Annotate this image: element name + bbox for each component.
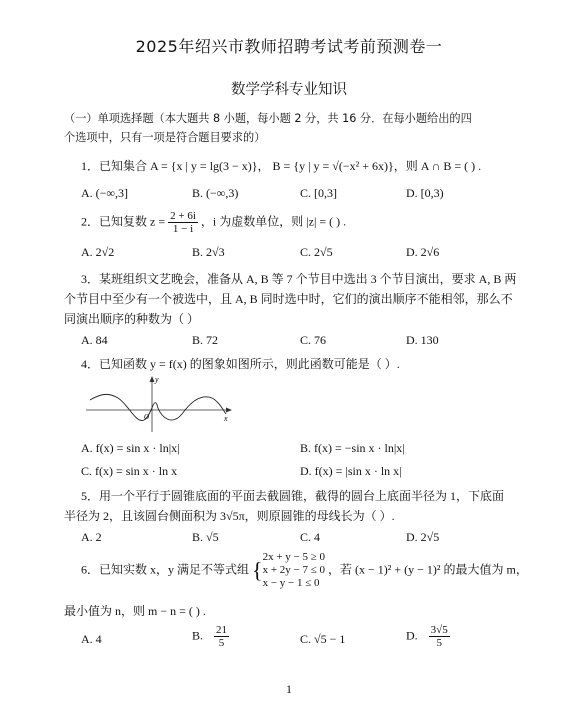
question-3-option-c: C. 76 xyxy=(300,333,327,347)
question-1-text: 1．已知集合 A = {x | y = lg(3 − x)}， B = {y | y = √(−x² + 6x)}，则 A ∩ B = ( ) . xyxy=(81,159,482,173)
question-3-option-d: D. 130 xyxy=(406,333,439,347)
question-5-line1: 5．用一个平行于圆锥底面的平面去截圆锥，截得的圆台上底面半径为 1，下底面 xyxy=(81,489,505,503)
question-6-option-d-label: D. xyxy=(406,628,418,643)
question-2-option-d: D. 2√6 xyxy=(406,245,440,259)
section-heading-line1: （一）单项选择题（本大题共 8 小题，每小题 2 分，共 16 分．在每小题给出的四 xyxy=(64,112,472,125)
question-2-option-c: C. 2√5 xyxy=(300,245,333,259)
question-6-option-b-numerator: 21 xyxy=(216,624,228,636)
inequality-3: x − y − 1 ≤ 0 xyxy=(262,577,320,589)
question-3-line1: 3．某班组织文艺晚会，准备从 A, B 等 7 个节目中选出 3 个节目演出，要求 A, B 两 xyxy=(81,272,517,286)
question-5-line2: 半径为 2，且该圆台侧面积为 3√5π，则原圆锥的母线长为（ ）. xyxy=(64,509,395,523)
question-1-option-a: A. (−∞,3] xyxy=(81,186,128,200)
inequality-system xyxy=(263,551,325,590)
section-heading-line2: 个选项中，只有一项是符合题目要求的） xyxy=(64,131,266,144)
inequality-1: 2x + y − 5 ≥ 0 xyxy=(262,551,326,563)
inequality-2: x + 2y − 7 ≤ 0 xyxy=(262,564,326,576)
question-6-option-b-label: B. xyxy=(192,628,204,643)
question-6-option-c: C. √5 − 1 xyxy=(300,632,346,646)
question-6-option-b-fraction xyxy=(214,624,229,649)
question-3-line3: 同演出顺序的种数为（ ） xyxy=(64,312,200,326)
question-4-option-c: C. f(x) = sin x · ln x xyxy=(81,464,178,478)
question-2-text xyxy=(81,210,346,235)
graph-origin-label: O xyxy=(144,413,150,421)
question-6-prefix: 6．已知实数 x，y 满足不等式组 xyxy=(81,562,250,577)
question-1-option-b: B. (−∞,3) xyxy=(192,186,239,200)
question-1-option-c: C. [0,3] xyxy=(300,186,337,200)
question-1-option-d: D. [0,3) xyxy=(406,186,444,200)
question-6-text xyxy=(81,551,528,590)
question-6-option-b-denominator: 5 xyxy=(218,637,225,649)
question-2-prefix: 2．已知复数 z = xyxy=(81,214,166,229)
graph-x-label: x xyxy=(224,414,228,423)
system-brace-icon: { xyxy=(252,557,263,583)
question-6-option-d-numerator: 3√5 xyxy=(430,624,448,636)
question-6-option-b xyxy=(192,624,229,649)
question-6-option-d xyxy=(406,624,450,649)
question-4-option-a: A. f(x) = sin x · ln|x| xyxy=(81,441,180,455)
question-2-option-a: A. 2√2 xyxy=(81,245,115,259)
question-6-option-a: A. 4 xyxy=(81,632,102,646)
question-5-option-b: B. √5 xyxy=(192,530,219,544)
question-3-option-b: B. 72 xyxy=(192,333,219,347)
x-axis-arrow-icon xyxy=(226,408,232,413)
question-2-numerator: 2 + 6i xyxy=(170,210,196,222)
function-curve xyxy=(90,394,226,420)
question-6-option-d-denominator: 5 xyxy=(436,637,442,649)
graph-y-label: y xyxy=(155,375,159,384)
question-4-option-b: B. f(x) = −sin x · ln|x| xyxy=(300,441,405,455)
question-5-option-d: D. 2√5 xyxy=(406,530,440,544)
question-2-option-b: B. 2√3 xyxy=(192,245,225,259)
page-title: 2025年绍兴市教师招聘考试考前预测卷一 xyxy=(135,37,443,56)
y-axis-arrow-icon xyxy=(150,376,155,382)
question-3-option-a: A. 84 xyxy=(81,333,108,347)
question-6-option-d-fraction xyxy=(429,624,450,649)
question-3-line2: 个节目中至少有一个被选中，且 A, B 同时选中时，它们的演出顺序不能相邻，那么不 xyxy=(64,292,513,306)
page-subtitle: 数学学科专业知识 xyxy=(231,82,347,98)
function-graph xyxy=(86,374,234,434)
question-5-option-a: A. 2 xyxy=(81,530,102,544)
question-6-suffix: ，若 (x − 1)² + (y − 1)² 的最大值为 m， xyxy=(328,562,528,577)
question-4-text: 4．已知函数 y = f(x) 的图象如图所示，则此函数可能是（ ）. xyxy=(81,357,400,371)
question-2-suffix: ，i 为虚数单位，则 |z| = ( ) . xyxy=(200,214,347,229)
question-5-option-c: C. 4 xyxy=(300,530,321,544)
page-number: 1 xyxy=(286,682,292,696)
question-2-denominator: 1 − i xyxy=(172,223,194,235)
question-6-line2: 最小值为 n，则 m − n = ( ) . xyxy=(64,604,206,618)
question-2-fraction xyxy=(168,210,198,235)
question-4-option-d: D. f(x) = |sin x · ln x| xyxy=(300,464,402,478)
